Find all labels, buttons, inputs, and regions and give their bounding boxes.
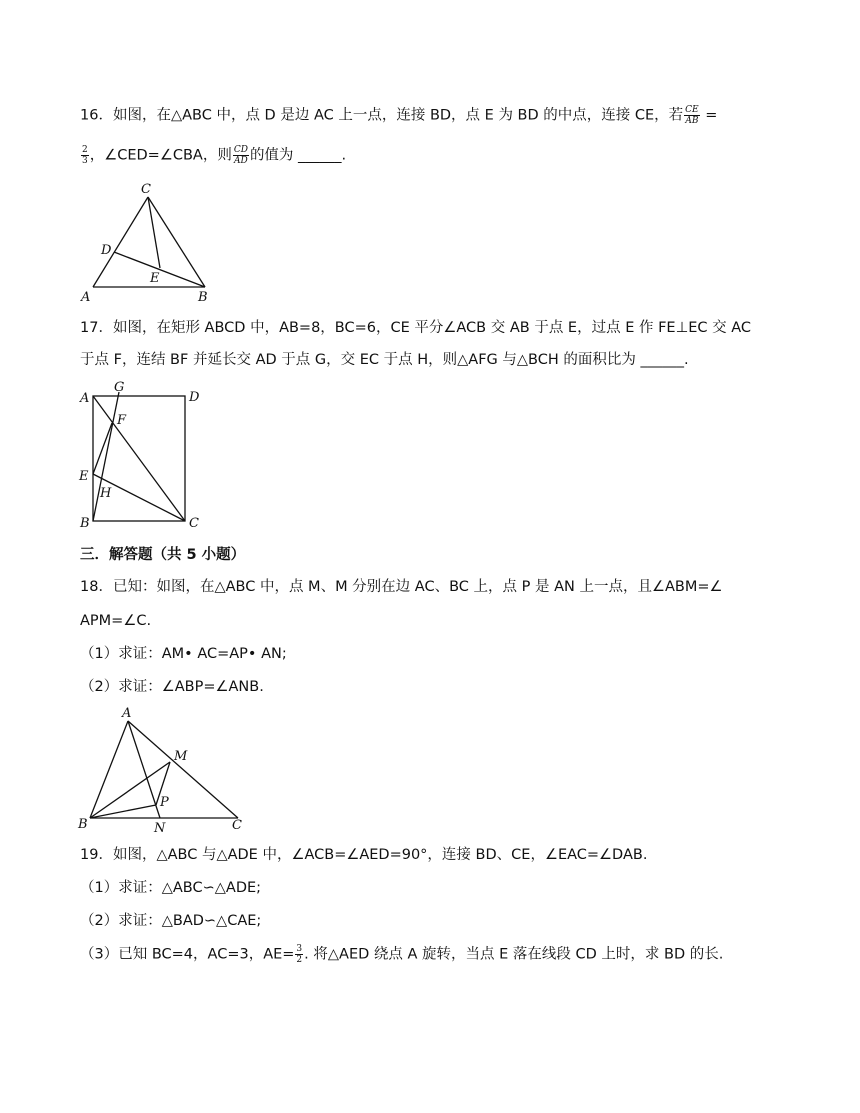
label-h: H: [100, 486, 112, 501]
fraction-numerator: CE: [685, 105, 699, 115]
label-b: B: [198, 290, 208, 305]
label-d: D: [101, 243, 112, 258]
q18-line-2: APM=∠C.: [80, 613, 152, 629]
label-n: N: [154, 821, 166, 836]
q16-text-3: 的值为 ______.: [249, 147, 347, 164]
segment-ab: [90, 721, 128, 818]
label-a: A: [80, 391, 90, 406]
q19-part-3: [80, 944, 723, 965]
label-c: C: [232, 818, 242, 833]
q18-part-2: （2）求证：∠ABP=∠ANB.: [80, 679, 264, 695]
fraction-denominator: AB: [685, 116, 699, 126]
label-f: F: [117, 413, 127, 428]
section-heading: 三．解答题（共 5 小题）: [80, 547, 246, 563]
q17-line-1: 17．如图，在矩形 ABCD 中，AB=8，BC=6，CE 平分∠ACB 交 AB 于点 E，过点 E 作 FE⊥EC 交 AC: [80, 320, 752, 336]
fraction-denominator: AD: [234, 156, 248, 166]
label-c: C: [189, 516, 199, 531]
label-e: E: [79, 469, 89, 484]
label-b: B: [78, 817, 88, 832]
q19-line-1: 19．如图，△ABC 与△ADE 中，∠ACB=∠AED=90°，连接 BD、CE，∠EAC=∠DAB.: [80, 847, 648, 863]
q19-part-3-text-1: （3）已知 BC=4，AC=3，AE=: [80, 946, 295, 963]
q18-line-1: 18．已知：如图，在△ABC 中，点 M、M 分别在边 AC、BC 上，点 P 是 AN 上一点，且∠ABM=∠: [80, 579, 723, 595]
label-a: A: [122, 706, 132, 721]
q19-part-1: （1）求证：△ABC∽△ADE;: [80, 880, 262, 896]
q19-part-3-text-2: . 将△AED 绕点 A 旋转，当点 E 落在线段 CD 上时，求 BD 的长.: [304, 946, 724, 963]
q16-text-2: ，∠CED=∠CBA，则: [89, 147, 232, 164]
equals-sign: =: [705, 107, 718, 124]
fraction-denominator: 2: [296, 955, 303, 965]
label-m: M: [174, 749, 188, 764]
q16-text-1: 16．如图，在△ABC 中，点 D 是边 AC 上一点，连接 BD，点 E 为 BD 的中点，连接 CE，若: [80, 107, 684, 124]
fraction-numerator: 3: [296, 944, 303, 954]
fraction-denominator: 3: [82, 156, 88, 166]
label-b: B: [80, 516, 90, 531]
q17-line-2: 于点 F，连结 BF 并延长交 AD 于点 G，交 EC 于点 H，则△AFG 与△BCH 的面积比为 ______.: [80, 352, 689, 368]
q18-part-1: （1）求证：AM• AC=AP• AN;: [80, 646, 287, 662]
label-a: A: [81, 290, 91, 305]
label-d: D: [189, 390, 200, 405]
label-e: E: [150, 271, 160, 286]
fraction-numerator: 2: [82, 145, 88, 155]
q19-fraction-3-2: [295, 944, 303, 965]
label-p: P: [160, 795, 169, 810]
fraction-numerator: CD: [233, 145, 248, 155]
label-g: G: [114, 380, 125, 395]
label-c: C: [141, 182, 151, 197]
q19-part-2: （2）求证：△BAD∽△CAE;: [80, 913, 262, 929]
